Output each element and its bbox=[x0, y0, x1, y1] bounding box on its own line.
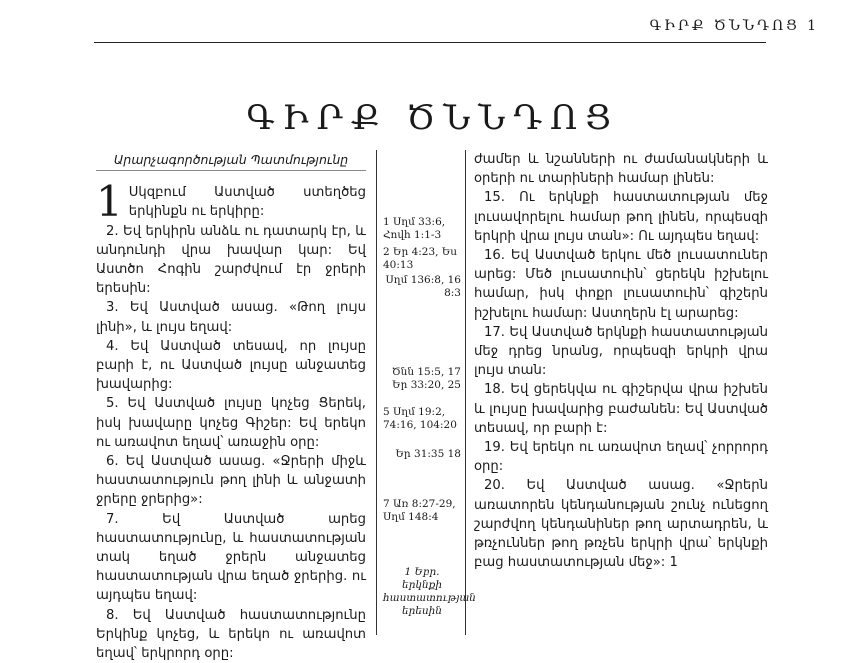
verse-1: Սկզբում Աստված ստեղծեց երկինքն ու երկիրը: bbox=[128, 185, 366, 220]
right-column bbox=[474, 150, 768, 572]
verse-19: 19. Եվ երեկո ու առավոտ եղավ՝ չորրորդ օրը: bbox=[474, 440, 768, 475]
reference-3: Սղմ 136:8, 16 8:3 bbox=[385, 274, 461, 299]
verse-14-continued: ժամեր և նշանների ու ժամանակների և օրերի ու տարիների համար լինեն: bbox=[474, 152, 768, 187]
header-rule bbox=[94, 42, 766, 43]
reference-column bbox=[376, 150, 476, 635]
verse-5: 5. Եվ Աստված լույսը կոչեց Ցերեկ, իսկ խավարը կոչեց Գիշեր: Եվ երեկո ու առավոտ եղավ՝ առաջին օրը: bbox=[96, 396, 366, 450]
running-head: ԳԻՐՔ ԾՆՆԴՈՑ 1 bbox=[649, 18, 819, 34]
section-rule bbox=[96, 170, 366, 171]
verse-2: 2. Եվ երկիրն անձև ու դատարկ էր, և անդունդի վրա խավար կար: Եվ Աստծո Հոգին շարժվում էր ջրերի երեսին: bbox=[96, 223, 366, 297]
verse-20: 20. Եվ Աստված ասաց. «Ջրերն առատորեն կենդանության շունչ ունեցող շարժվող կենդանիներ թող արտադրեն, և թռչուններ թող թռչեն երկրի վրա՝ երկնքի բաց հաստատության մեջ»: 1 bbox=[474, 478, 768, 571]
book-title: ԳԻՐՔ ԾՆՆԴՈՑ bbox=[246, 98, 619, 138]
left-column bbox=[96, 150, 366, 663]
verse-4: 4. Եվ Աստված տեսավ, որ լույսը բարի է, ու Աստված լույսը անջատեց խավարից: bbox=[96, 338, 366, 393]
verse-6: 6. Եվ Աստված ասաց. «Ջրերի միջև հաստատություն թող լինի և անջատի ջրերը ջրերից»: bbox=[96, 454, 366, 508]
reference-1: 1 Սղմ 33:6, Հովհ 1:1-3 bbox=[383, 216, 446, 241]
reference-4: Ծնն 15:5, 17 Եր 33:20, 25 bbox=[391, 366, 461, 391]
verse-3: 3. Եվ Աստված ասաց. «Թող լույս լինի», և լույս եղավ: bbox=[96, 300, 366, 335]
reference-6: Եր 31:35 18 bbox=[395, 448, 461, 460]
verse-7: 7. Եվ Աստված արեց հաստատությունը, և հաստատության տակ եղած ջրերն անջատեց հաստատության վրա եղած ջրերից. ու այդպես եղավ: bbox=[96, 511, 366, 604]
reference-2: 2 Եր 4:23, Ես 40:13 bbox=[383, 246, 458, 271]
verse-8: 8. Եվ Աստված հաստատությունը Երկինք կոչեց, և երեկո ու առավոտ եղավ՝ երկրորդ օրը: bbox=[96, 607, 366, 662]
verse-18: 18. Եվ ցերեկվա ու գիշերվա վրա իշխեն և լույսը խավարից բաժանեն: Եվ Աստված տեսավ, որ բարի է: bbox=[474, 382, 768, 436]
first-verse bbox=[96, 177, 366, 227]
verse-17: 17. Եվ Աստված երկնքի հաստատության մեջ դրեց նրանց, որպեսզի երկրի վրա լույս տան: bbox=[474, 324, 768, 379]
reference-5: 5 Սղմ 19:2, 74:16, 104:20 bbox=[383, 406, 457, 431]
chapter-dropcap: 1 bbox=[96, 177, 123, 227]
section-heading: Արարչագործության Պատմությունը bbox=[113, 152, 349, 167]
verse-15: 15. Ու երկնքի հաստատության մեջ լուսավորելու համար թող լինեն, որպեսզի երկրի վրա լույս տան»: Ու այդպես եղավ: bbox=[474, 190, 768, 244]
footnote: 1 Եբր. երկնքի հաստատության երեսին bbox=[383, 566, 476, 617]
reference-7: 7 Առ 8:27-29, Սղմ 148:4 bbox=[383, 498, 456, 523]
verse-16: 16. Եվ Աստված երկու մեծ լուսատուներ արեց: Մեծ լուսատուին՝ ցերեկն իշխելու համար, իսկ փոքր լուսատուին՝ գիշերն իշխելու համար: Աստղերն էլ արարեց: bbox=[474, 248, 768, 321]
